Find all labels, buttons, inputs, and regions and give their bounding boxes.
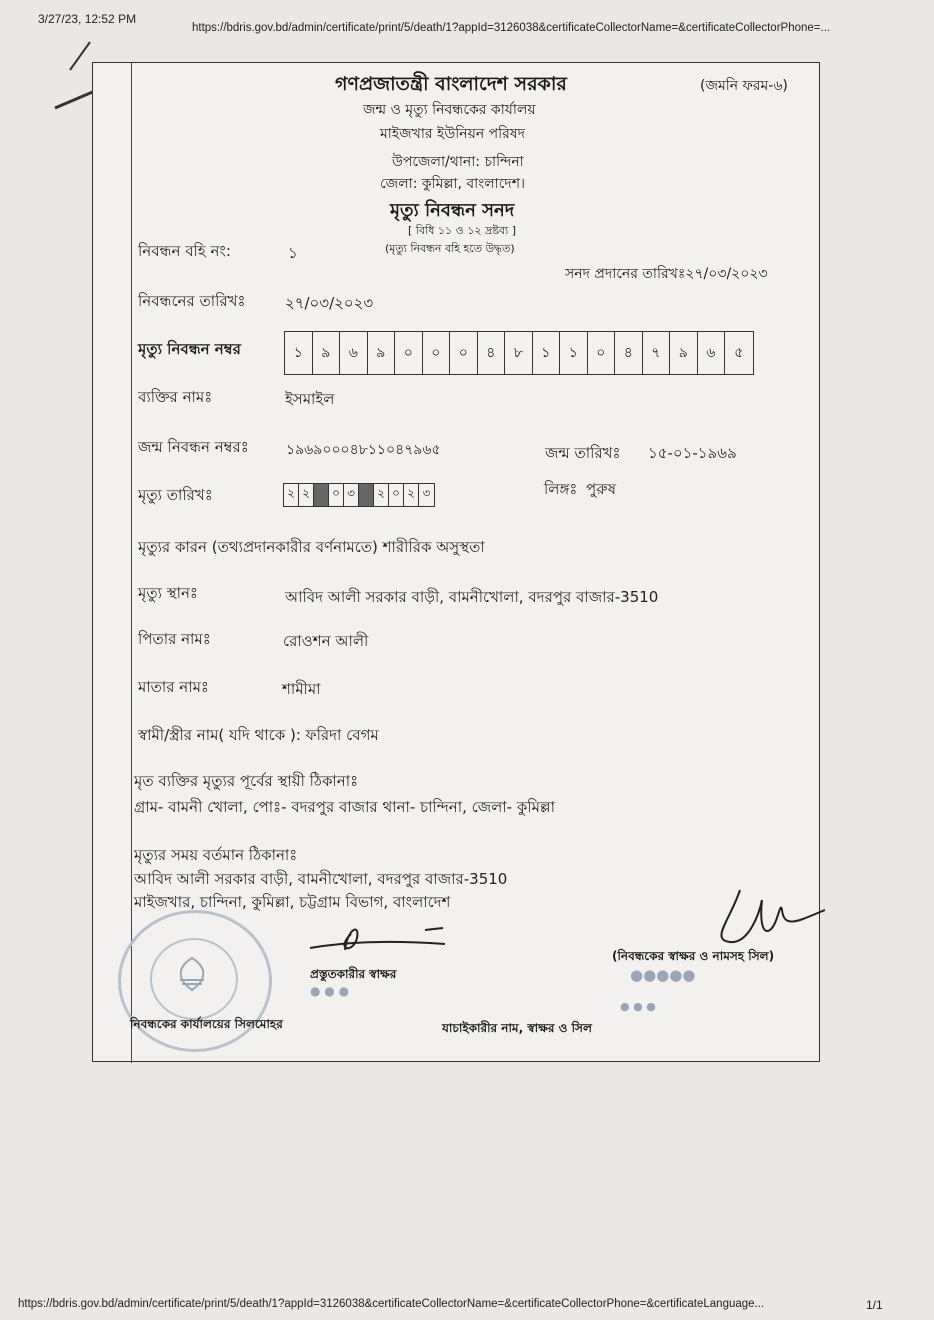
- preparer-signature-icon: [305, 920, 455, 960]
- reg-no-digit: ১: [285, 332, 313, 374]
- preparer-stamp: ● ● ●: [310, 984, 350, 998]
- reg-no-digit: ৪: [615, 332, 643, 374]
- reg-no-digit: ১: [560, 332, 588, 374]
- father-name: রোওশন আলী: [283, 632, 369, 650]
- registrar-signature-icon: [700, 880, 830, 950]
- extract-note: (মৃত্যু নিবন্ধন বহি হতে উদ্ধৃত): [385, 242, 515, 255]
- gov-title: গণপ্রজাতন্ত্রী বাংলাদেশ সরকার: [335, 73, 567, 95]
- birth-reg-no: ১৯৬৯০০০৪৮১১০৪৭৯৬৫: [286, 442, 441, 458]
- sex: পুরুষ: [586, 480, 616, 498]
- book-no-label: নিবন্ধন বহি নং:: [138, 242, 231, 260]
- form-number: (জমনি ফরম-৬): [700, 78, 788, 94]
- death-date-grid: [283, 483, 435, 507]
- office-seal-label: নিবন্ধকের কার্যালয়ের সিলমোহর: [130, 1017, 283, 1031]
- reg-no-digit: ০: [423, 332, 451, 374]
- reg-no-digit: ৬: [340, 332, 368, 374]
- death-place-label: মৃত্যু স্থানঃ: [138, 584, 198, 602]
- death-date-digit: ৩: [344, 484, 359, 506]
- reg-no-digit: ৯: [670, 332, 698, 374]
- current-address-label: মৃত্যুর সময় বর্তমান ঠিকানাঃ: [134, 846, 298, 864]
- reg-date-label: নিবন্ধনের তারিখঃ: [138, 292, 246, 310]
- death-date-digit: ৩: [422, 486, 431, 500]
- book-no: ১: [288, 244, 298, 262]
- reg-no-label: মৃত্যু নিবন্ধন নম্বর: [138, 340, 241, 358]
- death-date-separator: [359, 484, 374, 506]
- document-title: মৃত্যু নিবন্ধন সনদ: [390, 200, 515, 221]
- name-label: ব্যক্তির নামঃ: [138, 388, 213, 406]
- print-url-top: https://bdris.gov.bd/admin/certificate/print/5/death/1?appId=3126038&certificateCollectorName=&certificateCollectorPhone=...: [192, 22, 831, 34]
- print-url-bottom: https://bdris.gov.bd/admin/certificate/print/5/death/1?appId=3126038&certificateCollectorName=&certificateCollectorPhone=&certificateLanguage...: [18, 1298, 765, 1310]
- reg-no-digit: ০: [588, 332, 616, 374]
- verifier-label: যাচাইকারীর নাম, স্বাক্ষর ও সিল: [442, 1021, 592, 1035]
- perm-address-label: মৃত ব্যক্তির মৃত্যুর পূর্বের স্থায়ী ঠিকানাঃ: [134, 772, 359, 790]
- reg-no-digit: ৬: [698, 332, 726, 374]
- death-date-digit: ২: [299, 484, 314, 506]
- reg-no-grid: [284, 331, 754, 375]
- preparer-signature-label: প্রস্তুতকারীর স্বাক্ষর: [310, 967, 397, 981]
- dob: ১৫-০১-১৯৬৯: [648, 444, 737, 462]
- upazila: উপজেলা/থানা: চান্দিনা: [392, 154, 524, 170]
- death-date-digit: ২: [284, 484, 299, 506]
- union-name: মাইজখার ইউনিয়ন পরিষদ: [380, 126, 525, 142]
- reg-no-digit: ৯: [368, 332, 396, 374]
- reg-no-digit: ০: [395, 332, 423, 374]
- district: জেলা: কুমিল্লা, বাংলাদেশ।: [380, 176, 525, 192]
- issue-date: সনদ প্রদানের তারিখঃ২৭/০৩/২০২৩: [565, 266, 768, 282]
- reg-no-digit: ৮: [505, 332, 533, 374]
- death-date-label: মৃত্যু তারিখঃ: [138, 486, 213, 504]
- mother-name: শামীমা: [282, 680, 321, 698]
- father-label: পিতার নামঃ: [138, 630, 211, 648]
- print-timestamp: 3/27/23, 12:52 PM: [38, 12, 137, 26]
- spouse-name: স্বামী/স্ত্রীর নাম( যদি থাকে ): ফরিদা বেগম: [138, 726, 379, 744]
- office-name: জন্ম ও মৃত্যু নিবন্ধকের কার্যালয়: [363, 102, 536, 118]
- rule-reference: [ বিধি ১১ ও ১২ দ্রষ্টব্য ]: [408, 224, 517, 237]
- reg-no-digit: ০: [450, 332, 478, 374]
- print-page-count: 1/1: [866, 1298, 883, 1312]
- reg-date: ২৭/০৩/২০২৩: [285, 294, 374, 312]
- mother-label: মাতার নামঃ: [138, 678, 209, 696]
- person-name: ইসমাইল: [285, 390, 335, 408]
- death-date-digit: ২: [404, 484, 419, 506]
- death-date-digit: ২: [374, 484, 389, 506]
- death-place: আবিদ আলী সরকার বাড়ী, বামনীখোলা, বদরপুর বাজার-3510: [285, 588, 659, 606]
- registrar-stamp-text: ● ● ●: [620, 1000, 656, 1013]
- reg-no-digit: ৯: [313, 332, 341, 374]
- reg-no-digit: ৫: [734, 345, 744, 361]
- reg-no-digit: ৭: [643, 332, 671, 374]
- birth-reg-label: জন্ম নিবন্ধন নম্বরঃ: [138, 438, 249, 456]
- registrar-signature-label: (নিবন্ধকের স্বাক্ষর ও নামসহ সিল): [612, 949, 775, 963]
- death-date-separator: [314, 484, 329, 506]
- perm-address: গ্রাম- বামনী খোলা, পোঃ- বদরপুর বাজার থানা- চান্দিনা, জেলা- কুমিল্লা: [134, 798, 555, 816]
- death-cause: মৃত্যুর কারন (তথ্যপ্রদানকারীর বর্ণনামতে) শারীরিক অসুস্থতা: [138, 538, 485, 556]
- dob-label: জন্ম তারিখঃ: [545, 444, 621, 462]
- death-date-digit: ০: [329, 484, 344, 506]
- sex-label: লিঙ্গঃ: [544, 480, 578, 498]
- current-address-line1: আবিদ আলী সরকার বাড়ী, বামনীখোলা, বদরপুর বাজার-3510: [134, 870, 508, 888]
- reg-no-digit: ৪: [478, 332, 506, 374]
- registrar-stamp-name: ●●●●●: [630, 966, 696, 984]
- current-address-line2: মাইজখার, চান্দিনা, কুমিল্লা, চট্টগ্রাম বিভাগ, বাংলাদেশ: [134, 893, 451, 911]
- emblem-icon: [168, 950, 216, 998]
- death-date-digit: ০: [389, 484, 404, 506]
- reg-no-digit: ১: [533, 332, 561, 374]
